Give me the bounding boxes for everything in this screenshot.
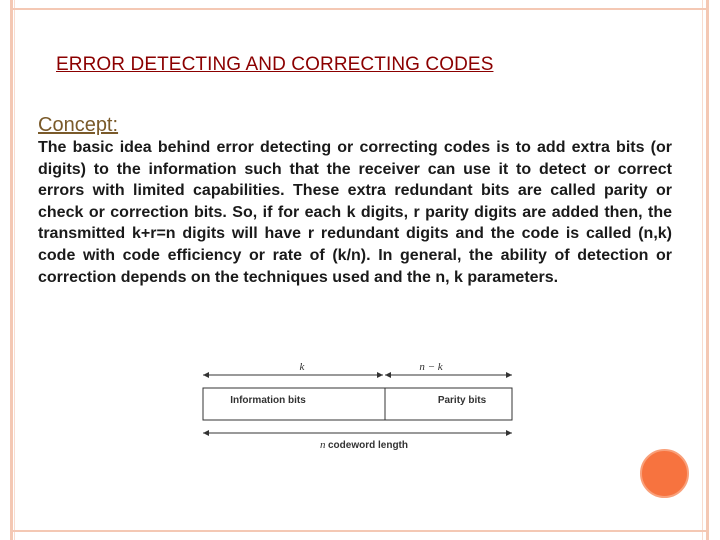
nk-arrow-right	[506, 372, 512, 378]
frame-bottom-border	[10, 530, 709, 532]
frame-right-inner-border	[702, 0, 703, 540]
n-symbol: n	[320, 439, 326, 451]
concept-heading: Concept:	[38, 114, 119, 136]
nk-arrow-left	[385, 372, 391, 378]
decorative-orange-circle	[640, 449, 689, 498]
nk-dimension	[385, 361, 512, 378]
nk-label: n − k	[419, 361, 443, 373]
information-bits-label: Information bits	[230, 395, 306, 406]
codeword-diagram	[195, 355, 525, 460]
frame-left-border	[10, 0, 13, 540]
k-arrow-left	[203, 372, 209, 378]
frame-right-border	[706, 0, 709, 540]
codeword-length-label: codeword length	[328, 440, 408, 451]
n-arrow-right	[506, 430, 512, 436]
k-dimension	[203, 361, 383, 378]
frame-left-inner-border	[14, 0, 15, 540]
slide-title: ERROR DETECTING AND CORRECTING CODES	[56, 54, 494, 75]
k-arrow-right	[377, 372, 383, 378]
n-dimension	[203, 430, 512, 451]
k-label: k	[299, 361, 305, 373]
n-arrow-left	[203, 430, 209, 436]
parity-bits-label: Parity bits	[437, 395, 487, 406]
frame-top-border	[10, 8, 709, 10]
concept-paragraph: The basic idea behind error detecting or correcting codes is to add extra bits (or digits) to the information such that the receiver can use it to detect or correct errors with limited capabilities. These extra redundant bits are called parity or check or correction bits. So, if for each k digits, r parity digits are added then, the transmitted k+r=n digits will have r redundant digits and the code is called (n,k) code with code efficiency or rate of (k/n). In general, the ability of detection or correction depends on the techniques used and the n, k parameters.	[38, 139, 672, 286]
